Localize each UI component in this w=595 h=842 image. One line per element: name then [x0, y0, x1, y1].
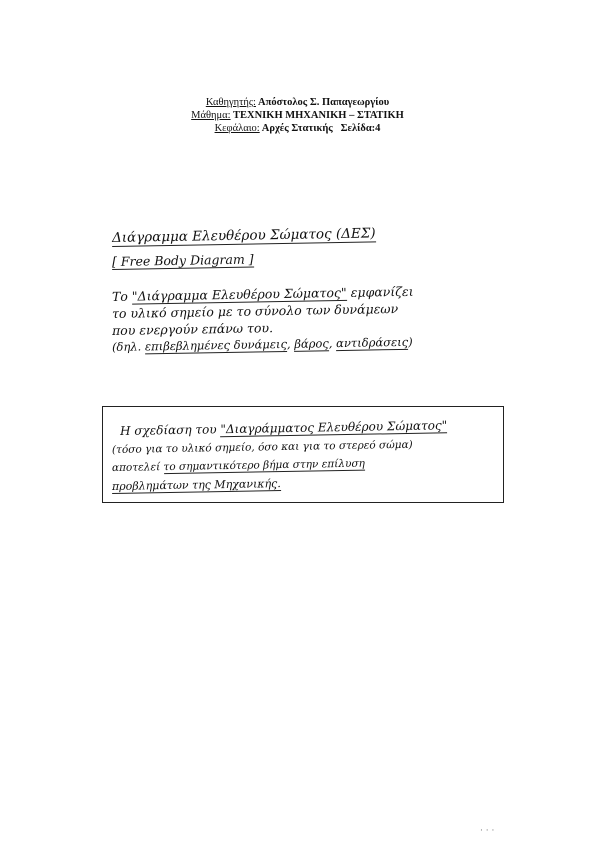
document-header [0, 96, 595, 135]
p4-text-b: επιβεβλημένες δυνάμεις [144, 336, 288, 354]
box-l1-text-a: Η σχεδίαση του [119, 422, 221, 438]
section-subtitle-text: [ Free Body Diagram ] [111, 251, 254, 269]
box-l3-text-a: αποτελεί [111, 461, 164, 474]
box-l2-text: (τόσο για το υλικό σημείο, όσο και για το στερεό σώμα) [111, 438, 413, 456]
chapter-label: Κεφάλαιο: [214, 123, 260, 134]
teacher-label: Καθηγητής: [205, 97, 256, 108]
course-line [0, 109, 595, 122]
section-title [112, 225, 376, 246]
page-number: Σελίδα:4 [340, 123, 381, 134]
p4-text-e: , [328, 336, 337, 351]
course-value: ΤΕΧΝΙΚΗ ΜΗΧΑΝΙΚΗ – ΣΤΑΤΙΚΗ [230, 110, 404, 121]
course-label: Μάθημα: [191, 110, 231, 121]
p4-text-a: (δηλ. [111, 339, 146, 354]
section-title-text: Διάγραμμα Ελευθέρου Σώματος (ΔΕΣ) [111, 225, 376, 246]
paragraph-line-3 [112, 320, 273, 338]
teacher-value: Απόστολος Σ. Παπαγεωργίου [255, 97, 390, 108]
box-line-4 [112, 477, 281, 493]
chapter-value: Αρχές Στατικής [259, 123, 333, 134]
p1-text-b: "Διάγραμμα Ελευθέρου Σώματος" [131, 284, 347, 304]
p4-text-g: ) [408, 334, 413, 349]
p3-text: που ενεργούν επάνω του. [111, 320, 274, 338]
box-l1-text-b: "Διαγράμματος Ελευθέρου Σώματος" [220, 418, 448, 437]
p4-text-c: , [286, 336, 295, 351]
box-l3-text-b: το σημαντικότερο βήμα στην επίλυση [163, 457, 365, 474]
p1-text-a: Το [111, 288, 132, 304]
teacher-line [0, 96, 595, 109]
box-l4-text: προβλημάτων της Μηχανικής. [111, 477, 281, 493]
p1-text-c: εμφανίζει [346, 283, 414, 300]
p4-text-d: βάρος [294, 336, 329, 351]
p4-text-f: αντιδράσεις [335, 334, 409, 351]
p2-text: το υλικό σημείο με το σύνολο των δυνάμεων [111, 301, 399, 321]
paragraph-line-4 [112, 335, 413, 354]
footer-mark: · · · [480, 826, 495, 836]
chapter-line [0, 122, 595, 135]
section-subtitle [112, 252, 254, 269]
